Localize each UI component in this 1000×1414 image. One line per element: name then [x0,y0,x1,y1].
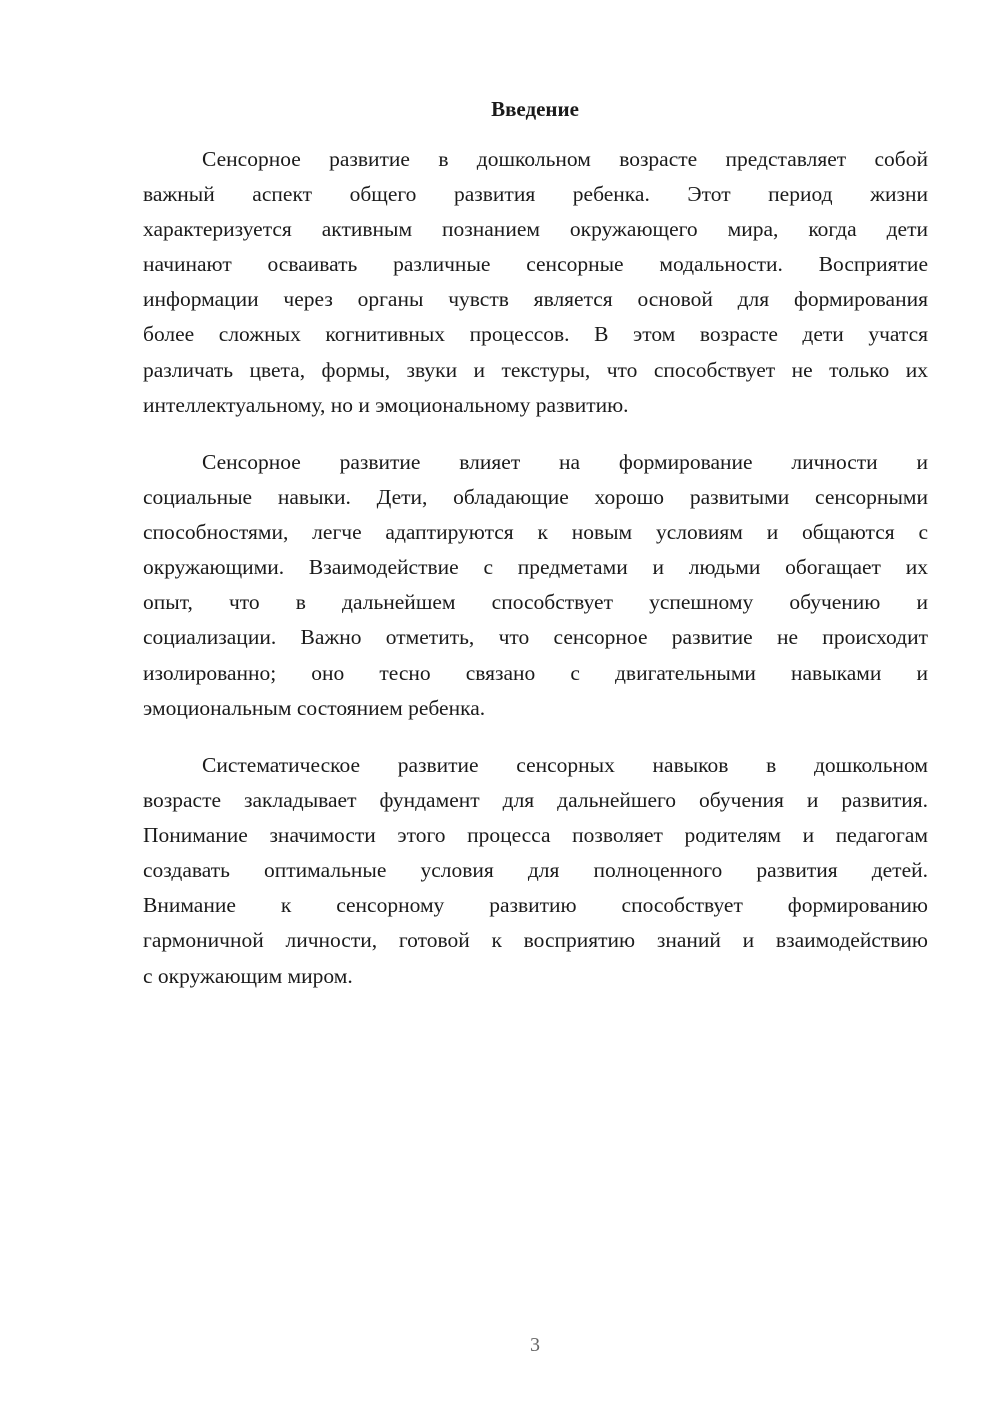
text-line: окружающими. Взаимодействие с предметами и людьми обогащает их [143,555,928,580]
text-line: Сенсорное развитие в дошкольном возрасте представляет собой [202,147,928,171]
text-line: возрасте закладывает фундамент для дальнейшего обучения и развития. [143,788,928,813]
text-line: социализации. Важно отметить, что сенсорное развитие не происходит [143,625,928,650]
text-line: эмоциональным состоянием ребенка. [143,695,486,720]
page-number: 3 [530,1334,540,1356]
text-line: начинают осваивать различные сенсорные модальности. Восприятие [143,252,928,277]
text-line: опыт, что в дальнейшем способствует успешному обучению и [143,590,928,615]
paragraph [143,748,928,994]
paragraph [143,142,928,423]
text-line: изолированно; оно тесно связано с двигательными навыками и [143,660,928,685]
text-line: социальные навыки. Дети, обладающие хорошо развитыми сенсорными [143,485,928,510]
text-line: информации через органы чувств является основой для формирования [143,287,928,312]
text-line: создавать оптимальные условия для полноценного развития детей. [143,858,928,883]
paragraph [143,445,928,726]
text-line: различать цвета, формы, звуки и текстуры, что способствует не только их [143,357,928,382]
text-line: Внимание к сенсорному развитию способствует формированию [143,893,928,918]
text-line: интеллектуальному, но и эмоциональному развитию. [143,392,629,417]
section-heading: Введение [491,97,579,121]
text-line: способностями, легче адаптируются к новым условиям и общаются с [143,520,928,545]
text-line: характеризуется активным познанием окружающего мира, когда дети [143,217,928,242]
text-line: с окружающим миром. [143,963,353,988]
text-line: более сложных когнитивных процессов. В этом возрасте дети учатся [143,322,928,347]
text-line: гармоничной личности, готовой к восприятию знаний и взаимодействию [143,928,928,953]
text-line: Систематическое развитие сенсорных навыков в дошкольном [202,753,928,777]
text-line: важный аспект общего развития ребенка. Этот период жизни [143,182,928,207]
text-line: Понимание значимости этого процесса позволяет родителям и педагогам [143,823,928,848]
text-line: Сенсорное развитие влияет на формирование личности и [202,450,928,474]
